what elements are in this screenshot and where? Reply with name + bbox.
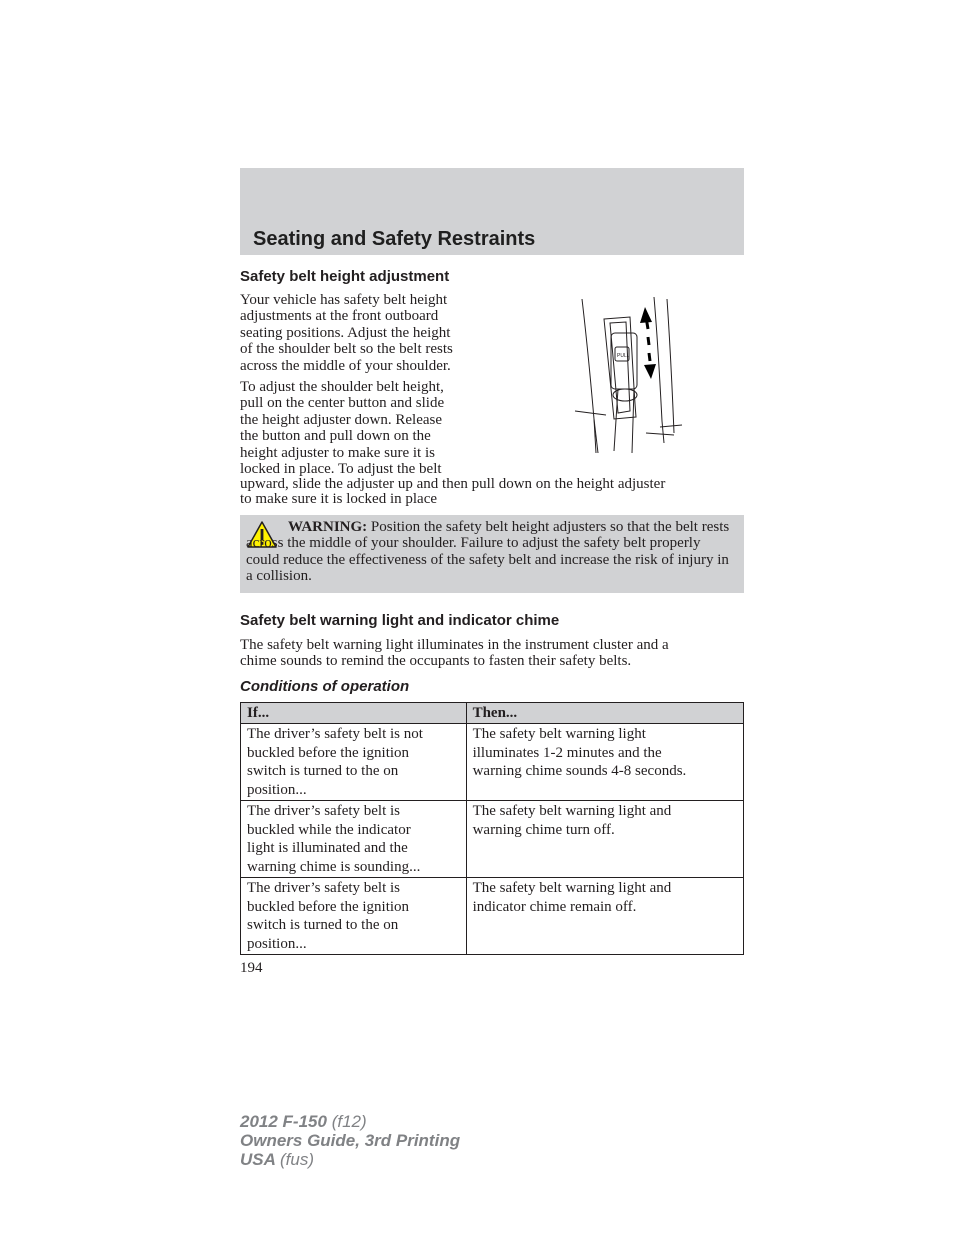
- cell-line: The safety belt warning light: [472, 726, 646, 742]
- text-line: height adjuster to make sure it is: [240, 444, 435, 461]
- text-line: pull on the center button and slide: [240, 395, 445, 412]
- cell-line: warning chime is sounding...: [247, 858, 421, 875]
- cell-line: indicator chime remain off.: [472, 898, 637, 915]
- text-line: locked in place. To adjust the belt: [240, 461, 442, 478]
- cell-line: The safety belt warning light and: [472, 880, 672, 896]
- text-line: of the shoulder belt so the belt rests: [240, 341, 453, 358]
- section-title: Seating and Safety Restraints: [253, 228, 536, 250]
- table-row: [241, 724, 744, 801]
- cell-line: The driver’s safety belt is: [247, 880, 401, 896]
- text-line: To adjust the shoulder belt height,: [240, 379, 444, 395]
- text-line: chime sounds to remind the occupants to fasten their safety belts.: [240, 653, 632, 670]
- footer-model-code: (f12): [331, 1112, 367, 1131]
- cell-line: The driver’s safety belt is not: [247, 726, 423, 742]
- column-header-if: If...: [241, 703, 467, 724]
- column-header-then: Then...: [466, 703, 743, 724]
- table-cell-then: [466, 724, 743, 801]
- cell-line: switch is turned to the on: [247, 917, 399, 934]
- table-cell-then: [466, 878, 743, 955]
- cell-line: The safety belt warning light and: [472, 803, 672, 819]
- height-adjustment-heading: Safety belt height adjustment: [240, 268, 450, 285]
- warning-box: [240, 515, 744, 593]
- warning-light-paragraph: [240, 637, 669, 670]
- text-line: seating positions. Adjust the height: [240, 324, 451, 341]
- table-cell-then: [466, 801, 743, 878]
- footer-model: 2012 F-150: [240, 1112, 327, 1131]
- table-row: [241, 878, 744, 955]
- text-line: The safety belt warning light illuminates in the instrument cluster and a: [240, 637, 669, 653]
- cell-line: The driver’s safety belt is: [247, 803, 401, 819]
- text-line: upward, slide the adjuster up and then pull down on the height adjuster: [240, 476, 666, 493]
- table-row: [241, 801, 744, 878]
- footer-line-3: [240, 1150, 460, 1169]
- text-line: the button and pull down on the: [240, 428, 431, 445]
- document-footer: [240, 1112, 460, 1169]
- cell-line: position...: [247, 935, 307, 952]
- warning-body: Position the safety belt height adjusters so that the belt rests across the middle of your shoulder. Failure to adjust the safety belt properly could reduce the effectiveness of the safety belt and increase the risk of injury in a collision.: [246, 519, 730, 585]
- text-line: across the middle of your shoulder.: [240, 357, 451, 374]
- conditions-table: [240, 702, 744, 955]
- height-adjustment-paragraph-1: [240, 292, 453, 374]
- cell-line: warning chime turn off.: [472, 821, 615, 838]
- footer-market-code: (fus): [280, 1150, 314, 1169]
- table-cell-if: [241, 724, 467, 801]
- cell-line: light is illuminated and the: [247, 840, 408, 857]
- cell-line: switch is turned to the on: [247, 763, 399, 780]
- warning-text: [246, 519, 736, 585]
- text-line: to make sure it is locked in place: [240, 490, 438, 507]
- cell-line: buckled before the ignition: [247, 744, 410, 761]
- warning-light-heading: Safety belt warning light and indicator chime: [240, 612, 560, 629]
- seat-belt-height-adjuster-illustration: [570, 293, 690, 455]
- text-line: Your vehicle has safety belt height: [240, 292, 448, 308]
- footer-line-1: [240, 1112, 460, 1131]
- pull-button-label: PULL: [617, 353, 630, 359]
- table-cell-if: [241, 878, 467, 955]
- footer-market: USA: [240, 1150, 276, 1169]
- cell-line: buckled while the indicator: [247, 821, 411, 838]
- text-line: adjustments at the front outboard: [240, 308, 439, 325]
- table-header-row: [241, 703, 744, 724]
- page-number: 194: [240, 960, 263, 976]
- cell-line: position...: [247, 781, 307, 798]
- cell-line: buckled before the ignition: [247, 898, 410, 915]
- table-cell-if: [241, 801, 467, 878]
- cell-line: illuminates 1-2 minutes and the: [472, 744, 662, 761]
- conditions-heading: Conditions of operation: [240, 678, 410, 695]
- cell-line: warning chime sounds 4-8 seconds.: [472, 763, 687, 780]
- text-line: the height adjuster down. Release: [240, 411, 443, 428]
- footer-line-2: Owners Guide, 3rd Printing: [240, 1131, 461, 1150]
- warning-label: WARNING:: [288, 519, 368, 535]
